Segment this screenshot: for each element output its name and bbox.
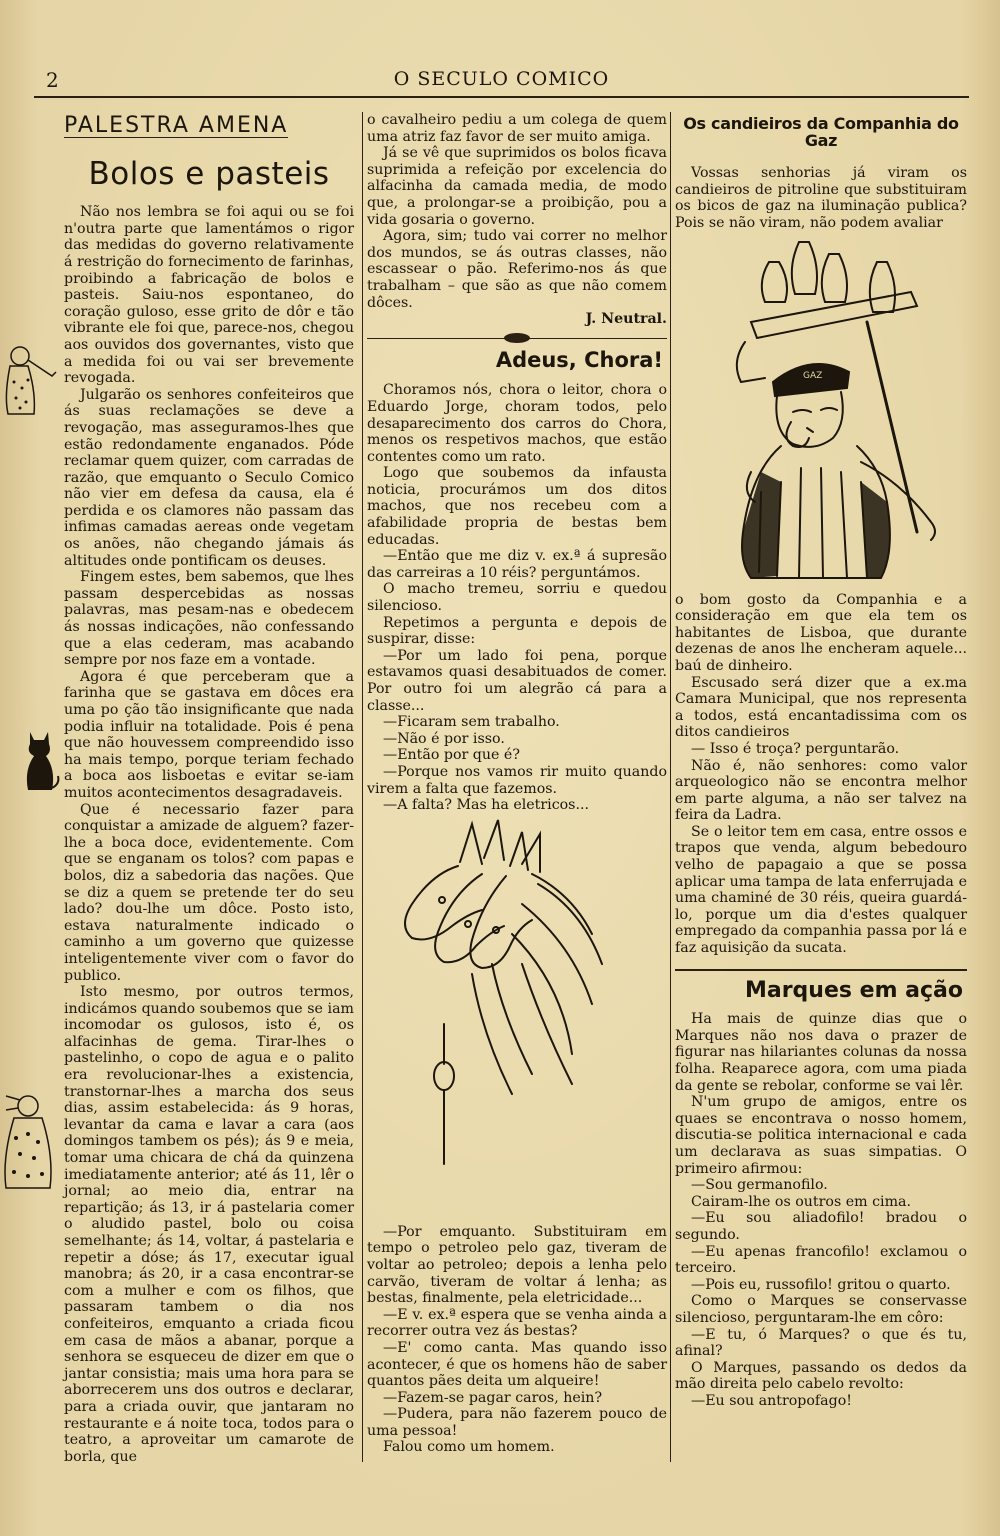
paragraph: —E' como canta. Mas quando isso acontecer, é que os homens hão de saber quantos pães deita um alqueire! <box>367 1339 667 1390</box>
article-signature: J. Neutral. <box>585 311 667 328</box>
paragraph: Que é necessario fazer para conquistar a amizade de alguem? fazer-lhe a boca doce, evidentemente. Com que se enganam os tolos? com papas e bolos, diz a sabedoria das nações. Que se diz a quem se pretende ter do seu lado? dou-lhe um dôce. Posto isto, estava naturalmente indicado o caminho a um governo que quizesse inteligentemente viver com o favor do publico. <box>64 801 354 984</box>
column-1 <box>64 112 354 1465</box>
girl-doodle-icon <box>0 336 60 422</box>
cat-doodle-icon <box>22 726 62 796</box>
paragraph: O Marques, passando os dedos da mão direita pelo cabelo revolto: <box>675 1359 967 1393</box>
paragraph: Já se vê que suprimidos os bolos ficava suprimida a refeição por excelencia do alfacinha da camada media, de modo que, a prolongar-se a proibição, pou a vida gosaria o governo. <box>367 145 667 228</box>
paragraph: —Então que me diz v. ex.ª á supresão das carreiras a 10 réis? perguntámos. <box>367 548 667 581</box>
paragraph: —E v. ex.ª espera que se venha ainda a recorrer outra vez ás bestas? <box>367 1306 667 1340</box>
paragraph: Choramos nós, chora o leitor, chora o Eduardo Jorge, choram todos, pelo desaparecimento dos carros do Chora, menos os respetivos machos, que estão contentes como um rato. <box>367 382 667 465</box>
lamplighter-illustration <box>681 232 961 592</box>
paragraph: —Eu sou antropofago! <box>691 1392 852 1409</box>
paragraph: N'um grupo de amigos, entre os quaes se encontrava o nosso homem, discutia-se politica internacional e cada um declarava as suas simpatias. O primeiro afirmou: <box>675 1094 967 1177</box>
paragraph: —Eu apenas francofilo! exclamou o terceiro. <box>675 1243 967 1277</box>
mules-illustration <box>372 814 662 1224</box>
gaz-cap-label: GAZ <box>803 370 823 381</box>
paragraph: Agora é que perceberam que a farinha que se gastava em dôces era uma po ção tão insignificante que nada podia influir na totalidade. Pois é pena que não houvessem compreendido isso ha mais tempo, porque teriam fechado a boca aos lisboetas e evitar se-iam muitos acontecimentos desagradaveis. <box>64 668 354 801</box>
paragraph: O macho tremeu, sorriu e quedou silencioso. <box>367 581 667 615</box>
paragraph: Cairam-lhe os outros em cima. <box>691 1193 912 1210</box>
doll-doodle-icon <box>0 1088 62 1198</box>
column-3 <box>670 112 967 1462</box>
masthead: O SECULO COMICO <box>393 68 610 90</box>
paragraph: —Pudera, para não fazerem pouco de uma pessoa! <box>367 1406 667 1439</box>
paragraph: —Fazem-se pagar caros, hein? <box>383 1389 603 1406</box>
paragraph: Falou como um homem. <box>383 1439 555 1456</box>
paragraph: o bom gosto da Companhia e a consideração em que ela tem os habitantes de Lisboa, que durante dezenas de anos lhe encheram aquele... baú de dinheiro. <box>675 591 967 674</box>
paragraph: —Pois eu, russofilo! gritou o quarto. <box>691 1276 951 1293</box>
paragraph: — Isso é troça? perguntarão. <box>691 740 900 757</box>
column-2 <box>362 112 667 1462</box>
article-title-marques: Marques em ação <box>744 977 963 1003</box>
paragraph: —A falta? Mas ha eletricos... <box>383 797 589 814</box>
section-divider <box>367 332 667 344</box>
paragraph: —E tu, ó Marques? o que és tu, afinal? <box>675 1326 967 1360</box>
section-divider <box>675 969 967 971</box>
paragraph: Agora, sim; tudo vai correr no melhor dos mundos, se ás outras classes, não escassear o pão. Referimo-nos ás que trabalham – que são as que não comem dôces. <box>367 228 667 311</box>
paragraph: Fingem estes, bem sabemos, que lhes passam despercebidas as nossas palavras, mas pesam-nas e obedecem ás nossas indicações, não confessando que a elas cederam, mas acabando sempre por nos faze em a vontade. <box>64 569 354 669</box>
page-header <box>34 64 969 98</box>
paragraph: Não nos lembra se foi aqui ou se foi n'outra parte que lamentámos o rigor das medidas do governo relativamente á restrição do fornecimento de farinhas, proibindo a fabricação de bolos e pasteis. Saiu-nos espontaneo, do coração guloso, esse grito de dôr e tão vibrante ele foi que, parece-nos, chegou aos ouvidos dos governantes, visto que a medida foi ou vai ser brevemente revogada. <box>64 204 354 387</box>
paragraph: —Não é por isso. <box>383 730 505 747</box>
article-title-adeus-chora: Adeus, Chora! <box>495 347 663 372</box>
paragraph: Escusado será dizer que a ex.ma Camara Municipal, que nos representa a todos, está encantadissima com os ditos candieiros <box>675 674 967 741</box>
paragraph: Vossas senhorias já viram os candieiros de pitroline que substituiram os bicos de gaz na iluminação publica? Pois se não viram, não podem avaliar <box>675 165 967 231</box>
paragraph: —Por um lado foi pena, porque estavamos quasi desabituados de comer. Por outro foi um alegrão cá para a classe... <box>367 647 667 714</box>
paragraph: —Então por que é? <box>383 747 520 764</box>
paragraph: Ha mais de quinze dias que o Marques não nos dava o prazer de figurar nas hilariantes colunas da nossa folha. Reaparece agora, com uma piada da gente se rebolar, conforme se vai lêr. <box>675 1011 967 1094</box>
paragraph: Repetimos a pergunta e depois de suspirar, disse: <box>367 614 667 648</box>
paragraph: —Ficaram sem trabalho. <box>383 714 560 731</box>
paragraph: —Eu sou aliadofilo! bradou o segundo. <box>675 1210 967 1243</box>
paragraph: —Porque nos vamos rir muito quando virem a falta que fazemos. <box>367 763 667 797</box>
paragraph: Julgarão os senhores confeiteiros que ás suas reclamações se deve a revogação, mas asseguramos-lhes que estão redondamente enganados. Póde reclamar quem quizer, com carradas de razão, que emquanto o Seculo Comico não vier em defesa da causa, ela é perdida e os clamores não passam das infimas camadas aereas onde vegetam os anões, não chegando jámais ás altitudes onde pontificam os deuses. <box>64 386 354 569</box>
paragraph: Se o leitor tem em casa, entre ossos e trapos que venda, algum bebedouro velho de papagaio a que se possa aplicar uma tampa de lata enferrujada e uma chaminé de 30 réis, queira guardá-lo, porque um dia d'estes qualquer empregado da companhia passa por lá e faz aquisição da sucata. <box>675 823 967 957</box>
page-number: 2 <box>46 68 59 92</box>
section-kicker: PALESTRA AMENA <box>64 113 289 138</box>
paragraph: Logo que soubemos da infausta noticia, procurámos um dos ditos machos, que nos recebeu com a afabilidade propria de bestas bem educadas. <box>367 465 667 548</box>
paragraph: —Por emquanto. Substituiram em tempo o petroleo pelo gaz, tiveram de voltar ao petroleo; depois a lenha pelo carvão, tiveram de voltar á lenha; as bestas, finalmente, pela eletricidade... <box>367 1223 667 1307</box>
article-title-bolos: Bolos e pasteis <box>88 155 330 192</box>
paragraph: o cavalheiro pediu a um colega de quem uma atriz faz favor de ser muito amiga. <box>367 112 667 145</box>
article-title-candieiros: Os candieiros da Companhia do Gaz <box>683 114 959 150</box>
paragraph: Como o Marques se conservasse silencioso, perguntaram-lhe em côro: <box>675 1293 967 1326</box>
paragraph: Isto mesmo, por outros termos, indicámos quando soubemos que se iam incomodar os gulosos, isto é, os alfacinhas de gema. Tirar-lhes o pastelinho, o copo de agua e o palito era revolucionar-lhes a existencia, transtornar-lhes a marcha dos seus dias, assim estabelecida: ás 9 horas, levantar da cama e lavar a cara (aos domingos tambem os pés); ás 9 e meia, tomar uma chicara de chá da quinzena imediatamente anterior; até ás 11, lêr o jornal; ao meio dia, entrar na repartição; ás 13, ir á pastelaria comer o aludido pastel, bolo ou coisa semelhante; ás 14, voltar, á pastelaria e repetir a dóse; ás 17, executar igual manobra; ás 20, ir a casa encontrar-se com a mulher e com os filhos, que passaram tambem o dia nos confeiteiros, emquanto a criada ficou em casa de mãos a abanar, porque a senhora se esqueceu de dizer em que o jantar consistia; mais uma hora para se aborrecerem uns dos outros e declarar, para a criada ouvir, que jantaram no restaurante e á noite toca, todos para o teatro, a aproveitar um camarote de borla, que <box>64 984 354 1465</box>
paragraph: Não é, não senhores: como valor arqueologico não se encontra melhor em parte alguma, a não ser talvez na feira da Ladra. <box>675 757 967 824</box>
paragraph: —Sou germanofilo. <box>691 1177 828 1194</box>
